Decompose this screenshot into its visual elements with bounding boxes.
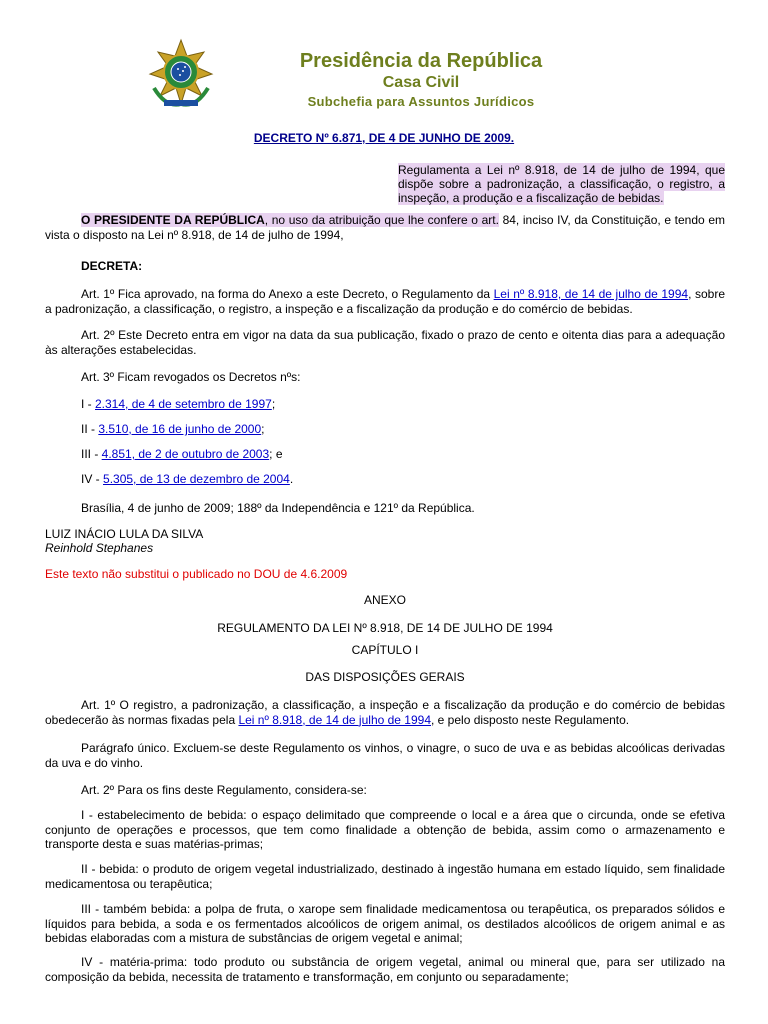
revoked-link[interactable]: 4.851, de 2 de outubro de 2003 xyxy=(101,447,270,461)
revoked-item: III - 4.851, de 2 de outubro de 2003; e xyxy=(81,447,283,461)
revoked-item: IV - 5.305, de 13 de dezembro de 2004. xyxy=(81,472,294,486)
chapter-title: DAS DISPOSIÇÕES GERAIS xyxy=(305,670,465,684)
preamble xyxy=(45,213,725,242)
preamble-highlighted: , no uso da atribuição que lhe confere o art. xyxy=(264,213,499,227)
art-3: Art. 3º Ficam revogados os Decretos nºs: xyxy=(81,370,301,384)
signature-president: LUIZ INÁCIO LULA DA SILVA xyxy=(45,527,204,541)
header-title: Presidência da República xyxy=(299,50,543,72)
art-2: Art. 2º Este Decreto entra em vigor na data da sua publicação, fixado o prazo de cento e oitenta dias para a adequação às alterações estabelecidas. xyxy=(45,328,725,357)
revoked-link[interactable]: 5.305, de 13 de dezembro de 2004 xyxy=(103,472,290,486)
annex-title: REGULAMENTO DA LEI Nº 8.918, DE 14 DE JULHO DE 1994 xyxy=(217,621,553,635)
definition-item: I - estabelecimento de bebida: o espaço delimitado que compreende o local e a área que o circunda, onde se efetiva conjunto de operações e processos, que tem como finalidade a obtenção de bebida, assim como o armazenamento e transporte desta e suas matérias-primas; xyxy=(45,808,725,851)
revoked-item: II - 3.510, de 16 de junho de 2000; xyxy=(81,422,265,436)
place-date: Brasília, 4 de junho de 2009; 188º da Independência e 121º da República. xyxy=(81,501,475,515)
art-1-suffix: , sobre a padronização, a classificação, o registro, a inspeção e a fiscalização da produção e do comércio de bebidas. xyxy=(45,287,726,316)
decree-title[interactable]: DECRETO Nº 6.871, DE 4 DE JUNHO DE 2009. xyxy=(253,131,515,145)
revoked-link[interactable]: 2.314, de 4 de setembro de 1997 xyxy=(95,397,272,411)
art-1-link[interactable]: Lei nº 8.918, de 14 de julho de 1994 xyxy=(493,287,689,301)
decree-ementa xyxy=(398,163,725,205)
definition-item: III - também bebida: a polpa de fruta, o xarope sem finalidade medicamentosa ou terapêutica, os preparados sólidos e líquidos para bebida, a soda e os fermentados alcoólicos de origem animal, os destilados alcoólicos de origem animal e as bebidas elaboradas com a mistura de substâncias de origem vegetal e animal; xyxy=(45,902,725,945)
annex-art-1-link[interactable]: Lei nº 8.918, de 14 de julho de 1994 xyxy=(238,712,431,727)
decreta-label: DECRETA: xyxy=(81,259,143,273)
preamble-rest: 84, inciso IV, da Constituição, e tendo em vista o disposto na Lei nº 8.918, de 14 de julho de 1994, xyxy=(45,213,725,242)
definition-item: IV - matéria-prima: todo produto ou substância de origem vegetal, animal ou mineral que, para ser utilizado na composição da bebida, necessita de tratamento e transformação, em conjunto ou separadamente; xyxy=(45,955,725,984)
sole-paragraph: Parágrafo único. Excluem-se deste Regulamento os vinhos, o vinagre, o suco de uva e as bebidas alcoólicas derivadas da uva e do vinho. xyxy=(45,741,725,770)
signature-minister: Reinhold Stephanes xyxy=(45,541,154,555)
definition-item: II - bebida: o produto de origem vegetal industrializado, destinado à ingestão humana em estado líquido, sem finalidade medicamentosa ou terapêutica; xyxy=(45,862,725,891)
revoked-link[interactable]: 3.510, de 16 de junho de 2000 xyxy=(98,422,262,436)
art-1-prefix: Art. 1º Fica aprovado, na forma do Anexo a este Decreto, o Regulamento da xyxy=(81,287,494,301)
header-department: Subchefia para Assuntos Jurídicos xyxy=(307,94,535,109)
dou-notice: Este texto não substitui o publicado no DOU de 4.6.2009 xyxy=(45,567,348,581)
header-subtitle: Casa Civil xyxy=(382,74,460,91)
annex-art-1: Art. 1º O registro, a padronização, a classificação, a inspeção e a fiscalização da produção e do comércio de bebidas obedecerão às normas fixadas pela Lei nº 8.918, de 14 de julho de 1994, e pelo disposto neste Regulamento. xyxy=(45,698,725,727)
revoked-item: I - 2.314, de 4 de setembro de 1997; xyxy=(81,397,276,411)
chapter-label: CAPÍTULO I xyxy=(351,643,419,657)
annex-label: ANEXO xyxy=(363,593,406,607)
annex-art-2: Art. 2º Para os fins deste Regulamento, considera-se: xyxy=(81,783,367,797)
ementa-text: Regulamenta a Lei nº 8.918, de 14 de julho de 1994, que dispõe sobre a padronização, a classificação, o registro, a inspeção, a produção e a fiscalização de bebidas. xyxy=(398,163,725,205)
preamble-bold: O PRESIDENTE DA REPÚBLICA xyxy=(81,213,265,227)
page-header xyxy=(0,0,768,120)
art-1 xyxy=(45,287,725,316)
